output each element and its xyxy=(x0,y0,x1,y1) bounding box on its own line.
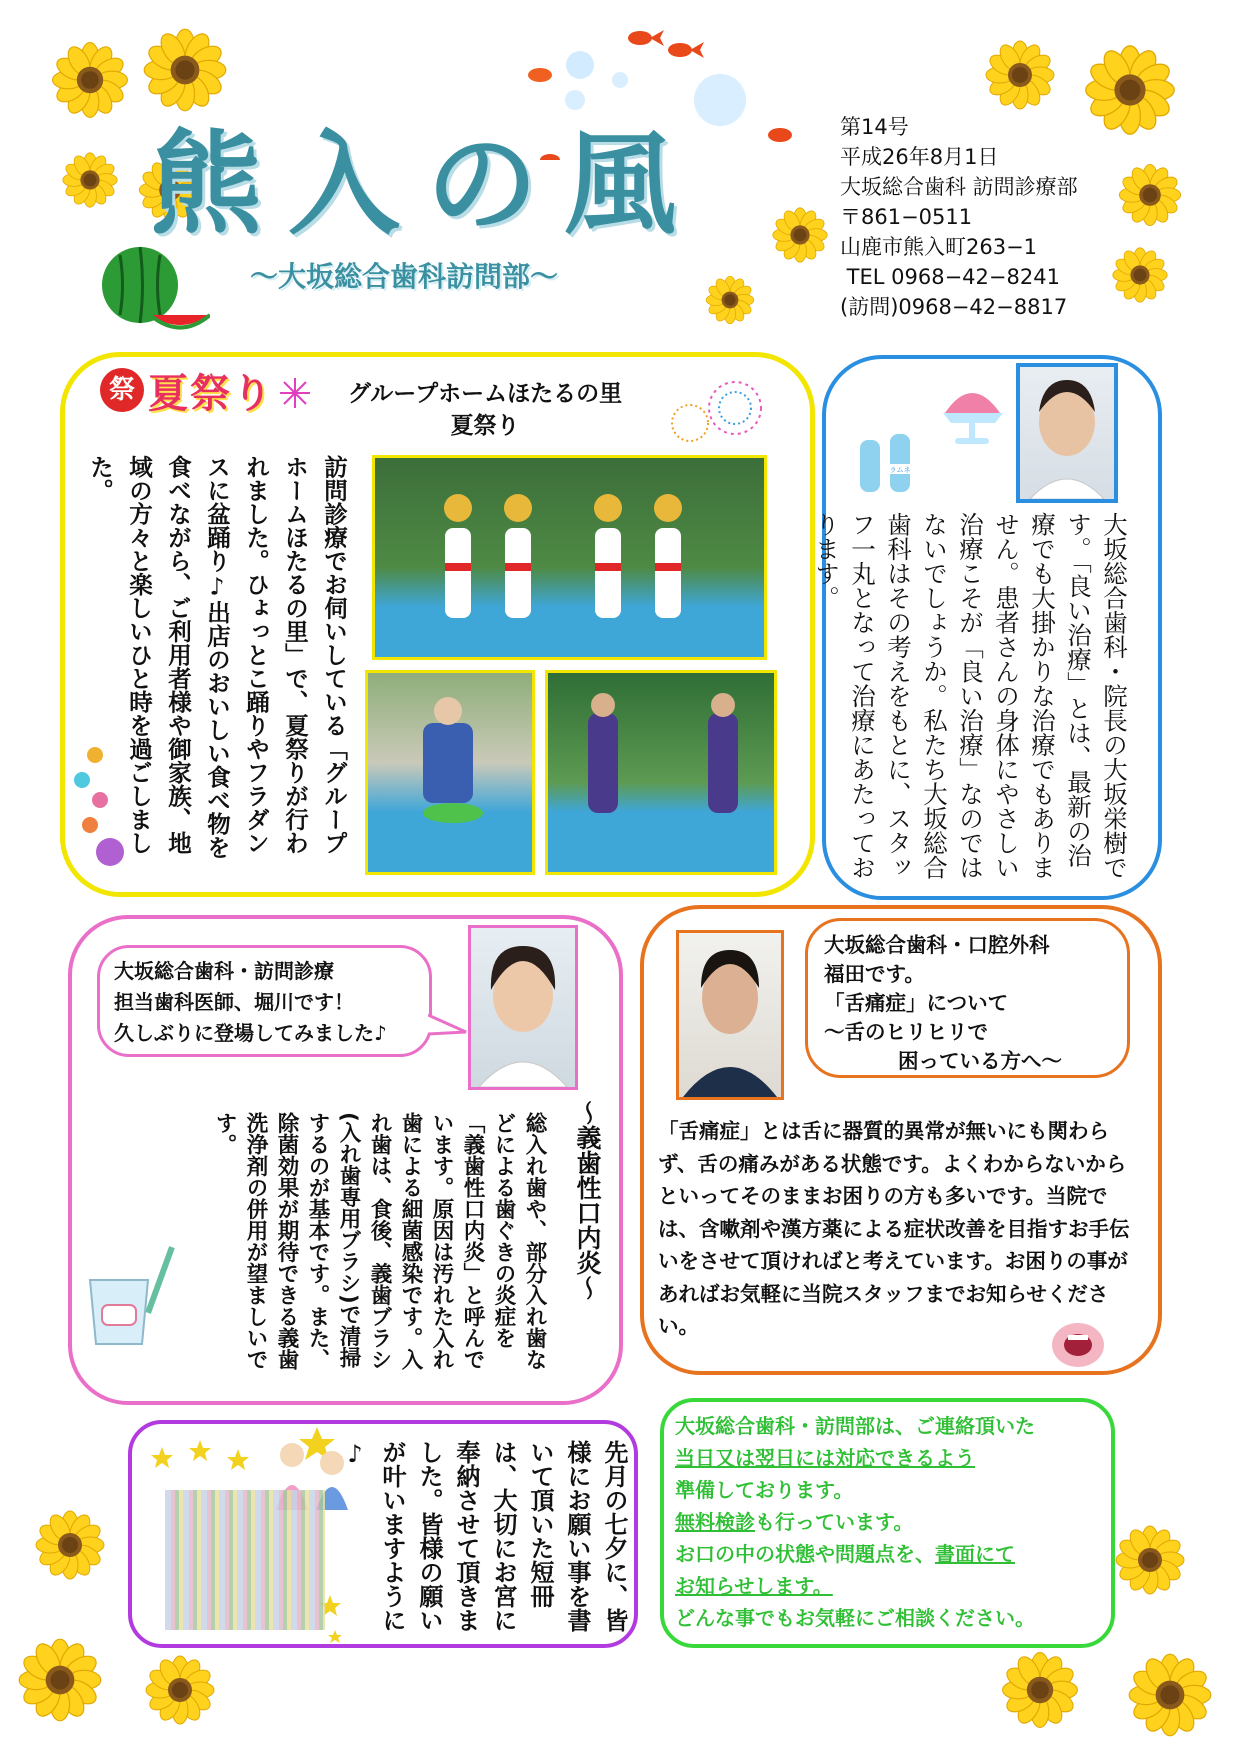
sunflower-icon xyxy=(706,276,754,324)
goldfish-icon xyxy=(628,30,664,46)
ramune-bottle-icon xyxy=(848,420,928,500)
notice-line3: 準備しております。 xyxy=(675,1478,854,1502)
sunflower-icon xyxy=(1003,1653,1078,1728)
festival-photo-dancers xyxy=(372,455,767,660)
festival-heading: 夏祭り xyxy=(148,371,274,417)
horikawa-bubble-line3: 久しぶりに登場してみました♪ xyxy=(114,1021,387,1045)
fukuda-photo xyxy=(676,930,784,1100)
goldfish-icon xyxy=(528,68,552,82)
fukuda-bubble-line2: 福田です。 xyxy=(824,962,925,986)
festival-badge xyxy=(100,368,144,412)
notice-line1: 大坂総合歯科・訪問部は、ご連絡頂いた xyxy=(675,1414,1035,1438)
notice-line6: お知らせします。 xyxy=(675,1574,833,1598)
shaved-ice-icon xyxy=(935,378,1010,458)
festival-balls-decoration xyxy=(70,740,130,870)
sunflower-icon xyxy=(1086,46,1174,134)
fireworks-icon xyxy=(665,378,775,448)
tanabata-body: 先月の七夕に、皆様にお願い事を書いて頂いた短冊は、大切にお宮に奉納させて頂きました。皆様の願いが叶いますように♪ xyxy=(341,1440,628,1632)
festival-body: 訪問診療でお伺いしている「グループホームほたるの里」で、夏祭りが行われました。ひょっとこ踊りやフラダンスに盆踊り♪出店のおいしい食べ物を食べながら、ご利用者様や御家族、地域の方々と楽しいひと時を過ごしました。 xyxy=(86,455,348,859)
fukuda-body: 「舌痛症」とは舌に器質的異常が無いにも関わらず、舌の痛みがある状態です。よくわからないからといってそのままお困りの方も多いです。当院では、含嗽剤や漢方薬による症状改善を目指すお手伝いをさせて頂ければと考えています。お困りの事があればお気軽に当院スタッフまでお知らせください。 xyxy=(658,1119,1130,1338)
sunflower-icon xyxy=(144,29,226,111)
sunflower-icon xyxy=(1113,248,1167,302)
notice-line5-start: お口の中の状態や問題点を、 xyxy=(675,1542,935,1566)
sunflower-icon xyxy=(19,1639,101,1721)
bubble-tail xyxy=(428,1010,468,1040)
horikawa-body: 総入れ歯や、部分入れ歯などによる歯ぐきの炎症を「義歯性口内炎」と呼んでいます。原因は汚れた入れ歯による細菌感染です。入れ歯は、食後、義歯ブラシ(入れ歯専用ブラシ)で清掃するのが基本です。また、除菌効果が期待できる義歯洗浄剤の併用が望ましいです。 xyxy=(212,1112,547,1370)
org-name: 大坂総合歯科 訪問診療部 xyxy=(840,175,1078,199)
sunflower-icon xyxy=(1116,1526,1184,1594)
sunflower-icon xyxy=(986,41,1054,109)
fukuda-bubble-line4: 〜舌のヒリヒリで xyxy=(824,1020,988,1044)
notice-free-checkup: 無料検診 xyxy=(675,1510,755,1534)
tel: TEL 0968−42−8241 xyxy=(840,265,1060,289)
director-body: 大坂総合歯科・院長の大坂栄樹です。「良い治療」とは、最新の治療でも大掛かりな治療でもありません。患者さんの身体にやさしい治療こそが「良い治療」なのではないでしょうか。私たち大坂総合歯科はその考えをもとに、スタッフ一丸となって治療にあたっております。 xyxy=(812,512,1129,880)
toothbrush-cup-icon xyxy=(82,1235,192,1355)
notice-line4-rest: も行っています。 xyxy=(755,1510,914,1534)
watermelon-icon xyxy=(100,240,210,340)
festival-photo-hula xyxy=(545,670,777,875)
masthead-title: 熊入の風 xyxy=(150,119,702,250)
notice-line7: どんな事でもお気軽にご相談ください。 xyxy=(675,1606,1035,1630)
notice-line4 xyxy=(675,1506,1115,1538)
festival-badge-char: 祭 xyxy=(108,375,135,405)
visit-tel: (訪問)0968−42−8817 xyxy=(840,295,1068,319)
sunflower-icon xyxy=(63,153,117,207)
masthead-info xyxy=(840,112,1078,322)
fukuda-bubble-line3: 「舌痛症」について xyxy=(824,991,1009,1015)
horikawa-bubble-line2: 担当歯科医師、堀川です！ xyxy=(114,990,354,1014)
festival-photo-hyottoko xyxy=(365,670,535,875)
sunflower-icon xyxy=(36,1511,104,1579)
tanabata-photo xyxy=(165,1490,325,1630)
fukuda-speech-bubble xyxy=(805,918,1130,1078)
mouth-icon xyxy=(1048,1320,1108,1370)
notice-text xyxy=(675,1410,1115,1634)
horikawa-photo xyxy=(468,925,578,1090)
goldfish-icon xyxy=(668,42,704,58)
horikawa-bubble-line1: 大坂総合歯科・訪問診療 xyxy=(114,959,334,983)
postal-code: 〒861−0511 xyxy=(840,205,973,229)
festival-title-line1: グループホームほたるの里 xyxy=(347,381,623,407)
sunflower-icon xyxy=(1119,164,1180,225)
fukuda-bubble-line5: 困っている方へ〜 xyxy=(898,1049,1062,1073)
festival-title xyxy=(330,378,640,442)
fukuda-bubble-line1: 大坂総合歯科・口腔外科 xyxy=(824,933,1050,957)
address: 山鹿市熊入町263−1 xyxy=(840,235,1038,259)
horikawa-speech-bubble xyxy=(97,945,432,1057)
festival-title-line2: 夏祭り xyxy=(450,413,520,439)
director-photo xyxy=(1016,363,1118,503)
sunflower-icon xyxy=(146,1656,214,1724)
notice-in-writing: 書面にて xyxy=(935,1542,1015,1566)
issue-date: 平成26年8月1日 xyxy=(840,145,999,169)
masthead-subtitle: 〜大坂総合歯科訪問部〜 xyxy=(250,260,559,293)
ramune-label: ラムネ xyxy=(889,466,911,474)
fireworks-icon xyxy=(280,378,310,408)
issue-number: 第14号 xyxy=(840,115,909,139)
horikawa-heading: 〜義歯性口内炎〜 xyxy=(573,1100,602,1300)
notice-line5 xyxy=(675,1538,1115,1570)
sunflower-icon xyxy=(1129,1654,1211,1736)
notice-line2: 当日又は翌日には対応できるよう xyxy=(675,1446,975,1470)
sunflower-icon xyxy=(53,43,128,118)
